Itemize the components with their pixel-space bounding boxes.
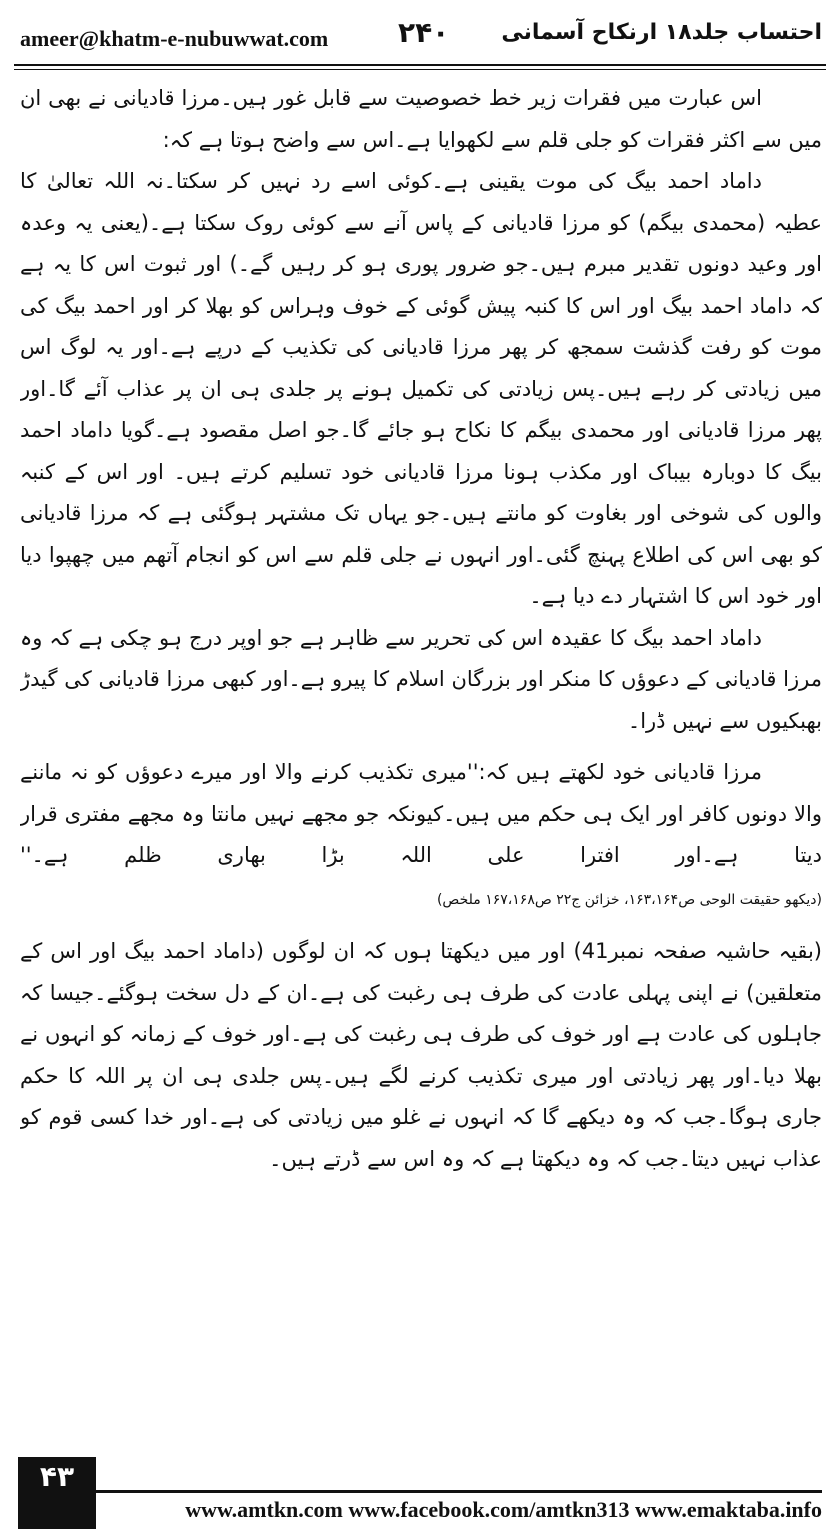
paragraph-2: داماد احمد بیگ کی موت یقینی ہے۔کوئی اسے رد نہیں کر سکتا۔نہ اللہ تعالیٰ کا عطیہ (محمدی بیگم) کو مرزا قادیانی کے پاس آنے سے کوئی روک سکتا ہے۔(یعنی یہ وعدہ اور وعید دونوں تقدیر مبرم ہیں۔جو ضرور پوری ہو کر رہیں گے۔) اور ثبوت اس کا یہ ہے کہ داماد احمد بیگ اور اس کا کنبہ پیش گوئی کے خوف وہراس کو بھلا کر اور احمد بیگ کی موت کو رفت گذشت سمجھ کر پھر مرزا قادیانی کی تکذیب کے درپے ہے۔اور یہ لوگ اس میں زیادتی کر رہے ہیں۔پس زیادتی کی تکمیل ہونے پر جلدی ہی ان پر عذاب آئے گا۔اور پھر مرزا قادیانی اور محمدی بیگم کا نکاح ہو جائے گا۔جو اصل مقصود ہے۔گویا داماد احمد بیگ کا دوبارہ بیباک اور مکذب ہونا مرزا قادیانی خود تسلیم کرتے ہیں۔ اور اس کے کنبہ والوں کی شوخی اور بغاوت کو مانتے ہیں۔جو یہاں تک مشتہر ہوگئی ہے کہ مرزا قادیانی کو بھی اس کی اطلاع پہنچ گئی۔اور انہوں نے جلی قلم سے اس کو انجام آتھم میں چھپوا دیا اور خود اس کا اشتہار دے دیا ہے۔ [20, 169, 822, 608]
page-footer [18, 1460, 822, 1535]
quote-text: مرزا قادیانی خود لکھتے ہیں کہ:''میری تکذیب کرنے والا اور میرے دعوؤں کو نہ ماننے والا دونوں کافر اور ایک ہی حکم میں ہیں۔کیونکہ جو مجھے نہیں مانتا وہ مجھے مفتری قرار دیتا ہے۔اور افترا علی اللہ بڑا بھاری ظلم ہے۔'' [20, 760, 822, 867]
paragraph-1: اس عبارت میں فقرات زیر خط خصوصیت سے قابل غور ہیں۔مرزا قادیانی نے بھی ان میں سے اکثر فقرات کو جلی قلم سے لکھوایا ہے۔اس سے واضح ہوتا ہے کہ: [20, 86, 822, 152]
paragraph-5-footnote: (بقیہ حاشیہ صفحہ نمبر41) اور میں دیکھتا ہوں کہ ان لوگوں (داماد احمد بیگ اور اس کے متعلقین) نے اپنی پہلی عادت کی طرف ہی رغبت کی ہے۔ان کے دل سخت ہوگئے۔جیسا کہ جاہلوں کی عادت ہے اور خوف کی طرف ہی رغبت کی ہے۔اور خوف کے زمانہ کو انہوں نے بھلا دیا۔اور پھر زیادتی اور میری تکذیب کرنے لگے ہیں۔پس جلدی ہی ان پر اللہ کا حکم جاری ہوگا۔جب کہ وہ دیکھے گا کہ انہوں نے غلو میں زیادتی کی ہے۔اور خدا کسی قوم کو عذاب نہیں دیتا۔جب کہ وہ دیکھتا ہے کہ وہ اس سے ڈرتے ہیں۔ [20, 939, 822, 1171]
paragraph-3: داماد احمد بیگ کا عقیدہ اس کی تحریر سے ظاہر ہے جو اوپر درج ہو چکی ہے کہ وہ مرزا قادیانی کے دعوؤں کا منکر اور بزرگان اسلام کا پیرو ہے۔اور کبھی مرزا قادیانی کی گیدڑ بھبکیوں سے نہیں ڈرا۔ [20, 625, 822, 733]
header-page-number: ۲۴۰ [398, 16, 450, 49]
header-rule-thin [14, 69, 826, 70]
header-book-title: احتساب جلد۱۸ ارنکاح آسمانی [501, 20, 822, 45]
footer-page-number: ۴۳ [18, 1457, 96, 1529]
paragraph-4-quote [20, 752, 822, 921]
quote-reference: (دیکھو حقیقت الوحی ص۱۶۳،۱۶۴، خزائن ج۲۲ ص۱۶۷،۱۶۸ ملخص) [436, 891, 822, 908]
header-rule [14, 64, 826, 66]
page-body [20, 78, 822, 1448]
page-header [14, 10, 826, 58]
header-email: ameer@khatm-e-nubuwwat.com [20, 26, 329, 51]
footer-urls: www.amtkn.com www.facebook.com/amtkn313 www.emaktaba.info [185, 1497, 822, 1522]
